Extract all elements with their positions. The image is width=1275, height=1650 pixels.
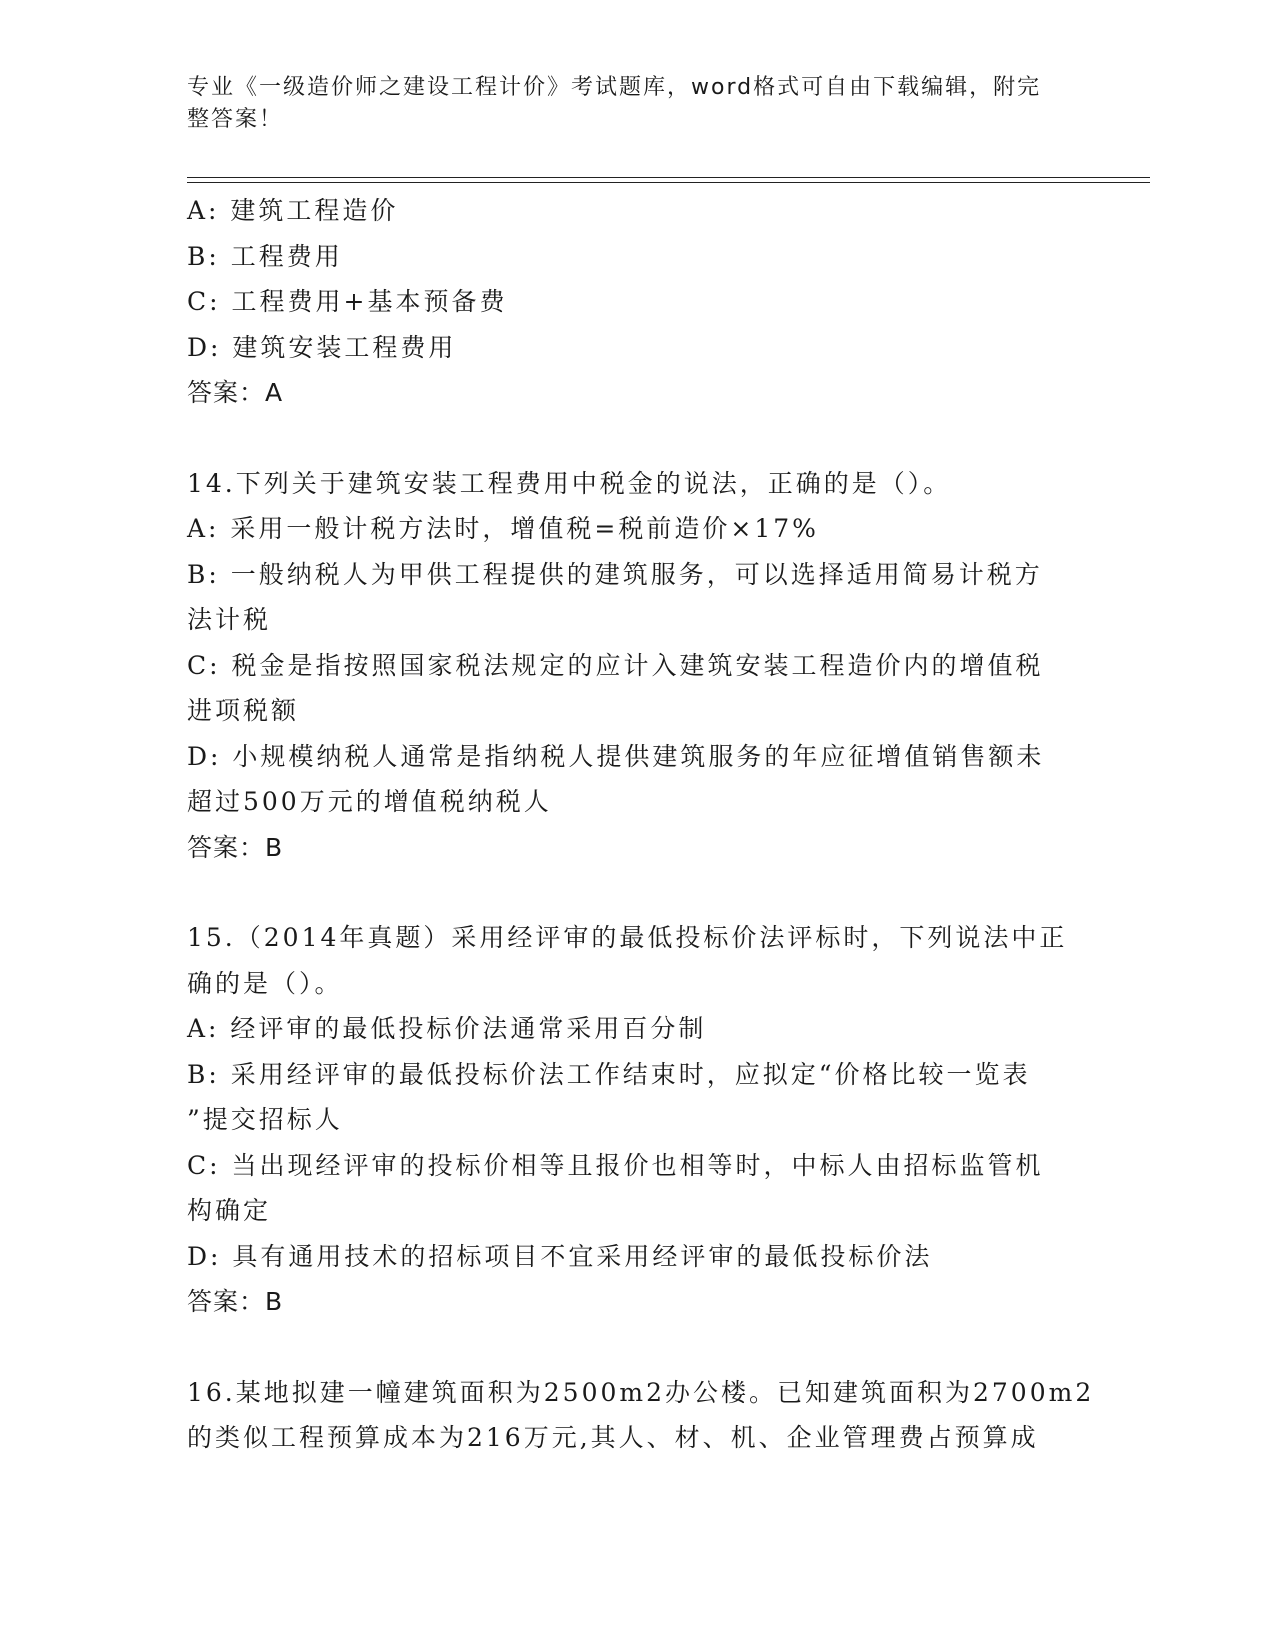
question-13-block — [187, 188, 1087, 416]
header-divider-top — [187, 177, 1150, 178]
spacer — [187, 870, 1087, 915]
header-line-1: 专业《一级造价师之建设工程计价》考试题库，word格式可自由下载编辑，附完 — [187, 75, 1042, 100]
q15-stem: 15.（2014年真题）采用经评审的最低投标价法评标时，下列说法中正 — [187, 923, 1068, 952]
q15-option-a: A: 经评审的最低投标价法通常采用百分制 — [187, 1014, 707, 1043]
question-14-block — [187, 461, 1087, 871]
q14-option-b: B: 一般纳税人为甲供工程提供的建筑服务，可以选择适用简易计税方 — [187, 559, 1043, 589]
q13-option-c: C: 工程费用+基本预备费 — [187, 287, 508, 316]
document-header — [187, 72, 1067, 136]
q15-answer: 答案：B — [187, 1287, 284, 1316]
question-15-block — [187, 915, 1087, 1325]
q15-stem-cont: 确的是（）。 — [187, 968, 343, 998]
q14-option-c-cont: 进项税额 — [187, 696, 300, 725]
q14-stem: 14.下列关于建筑安装工程费用中税金的说法，正确的是（）。 — [187, 468, 952, 498]
spacer — [187, 416, 1087, 461]
header-line-2: 整答案！ — [187, 107, 284, 132]
q16-stem-cont: 的类似工程预算成本为216万元,其人、材、机、企业管理费占预算成 — [187, 1423, 1039, 1452]
q13-option-b: B: 工程费用 — [187, 241, 343, 271]
q15-option-b: B: 采用经评审的最低投标价法工作结束时，应拟定“价格比较一览表 — [187, 1059, 1031, 1089]
q15-option-d: D: 具有通用技术的招标项目不宜采用经评审的最低投标价法 — [187, 1241, 933, 1271]
q16-stem: 16.某地拟建一幢建筑面积为2500m2办公楼。已知建筑面积为2700m2 — [187, 1377, 1095, 1407]
document-body — [187, 188, 1095, 1461]
q14-option-a: A: 采用一般计税方法时，增值税=税前造价×17% — [187, 514, 819, 543]
q14-option-d: D: 小规模纳税人通常是指纳税人提供建筑服务的年应征增值销售额未 — [187, 741, 1045, 771]
header-divider-bottom — [187, 182, 1150, 183]
q13-option-a: A: 建筑工程造价 — [187, 196, 399, 225]
q15-option-c-cont: 构确定 — [187, 1196, 272, 1225]
q13-answer: 答案：A — [187, 378, 284, 407]
q15-option-b-cont: ”提交招标人 — [187, 1105, 343, 1134]
q14-option-d-cont: 超过500万元的增值税纳税人 — [187, 787, 552, 816]
question-16-block — [187, 1370, 1095, 1461]
q13-option-d: D: 建筑安装工程费用 — [187, 332, 457, 362]
spacer — [187, 1325, 1087, 1370]
q14-option-c: C: 税金是指按照国家税法规定的应计入建筑安装工程造价内的增值税 — [187, 650, 1044, 680]
q15-option-c: C: 当出现经评审的投标价相等且报价也相等时，中标人由招标监管机 — [187, 1150, 1044, 1180]
q14-answer: 答案：B — [187, 832, 284, 862]
q14-option-b-cont: 法计税 — [187, 605, 272, 634]
